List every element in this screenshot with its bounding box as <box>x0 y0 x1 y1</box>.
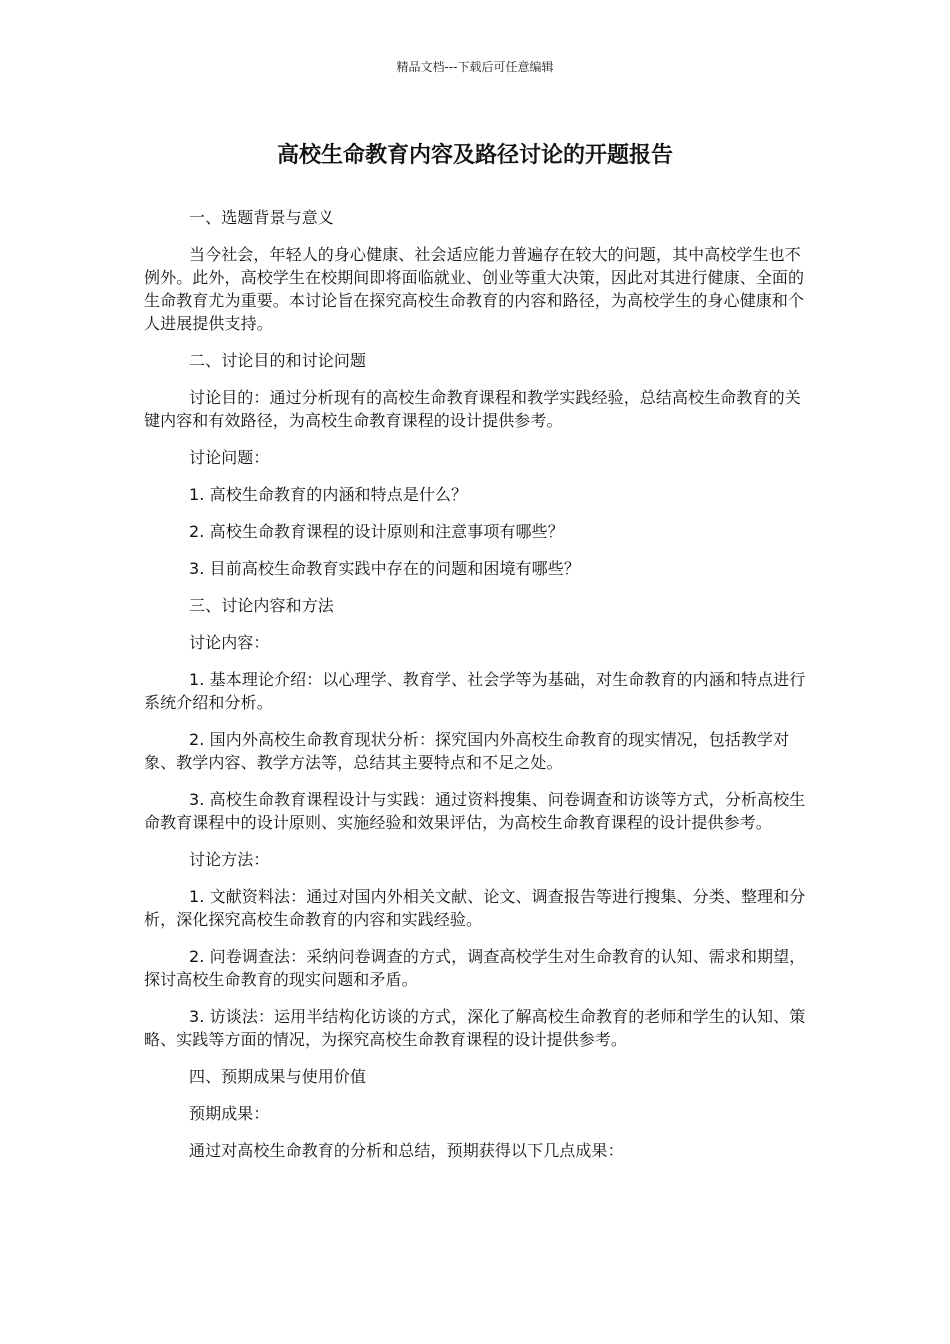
list-item: 1. 基本理论介绍：以心理学、教育学、社会学等为基础，对生命教育的内涵和特点进行系统介绍和分析。 <box>144 670 806 712</box>
list-item: 3. 高校生命教育课程设计与实践：通过资料搜集、问卷调查和访谈等方式，分析高校生命教育课程中的设计原则、实施经验和效果评估，为高校生命教育课程的设计提供参考。 <box>144 790 806 832</box>
list-item: 3. 目前高校生命教育实践中存在的问题和困境有哪些？ <box>189 559 580 578</box>
section-heading: 三、讨论内容和方法 <box>189 596 334 615</box>
paragraph: 预期成果： <box>189 1104 270 1123</box>
section-heading: 二、讨论目的和讨论问题 <box>189 351 367 370</box>
paragraph: 讨论目的：通过分析现有的高校生命教育课程和教学实践经验，总结高校生命教育的关键内容和有效路径，为高校生命教育课程的设计提供参考。 <box>144 388 801 430</box>
header-note: 精品文档---下载后可任意编辑 <box>396 60 554 74</box>
list-item: 1. 高校生命教育的内涵和特点是什么？ <box>189 485 468 504</box>
list-item: 3. 访谈法：运用半结构化访谈的方式，深化了解高校生命教育的老师和学生的认知、策略、实践等方面的情况，为探究高校生命教育课程的设计提供参考。 <box>144 1007 806 1049</box>
list-item: 1. 文献资料法：通过对国内外相关文献、论文、调查报告等进行搜集、分类、整理和分析，深化探究高校生命教育的内容和实践经验。 <box>144 887 806 929</box>
paragraph: 讨论内容： <box>189 633 270 652</box>
paragraph: 通过对高校生命教育的分析和总结，预期获得以下几点成果： <box>189 1141 624 1160</box>
paragraph: 讨论问题： <box>189 448 270 467</box>
document-body <box>144 206 808 1176</box>
list-item: 2. 问卷调查法：采纳问卷调查的方式，调查高校学生对生命教育的认知、需求和期望，探讨高校生命教育的现实问题和矛盾。 <box>144 947 806 989</box>
paragraph: 当今社会，年轻人的身心健康、社会适应能力普遍存在较大的问题，其中高校学生也不例外。此外，高校学生在校期间即将面临就业、创业等重大决策，因此对其进行健康、全面的生命教育尤为重要。本讨论旨在探究高校生命教育的内容和路径，为高校学生的身心健康和个人进展提供支持。 <box>144 245 805 333</box>
list-item: 2. 高校生命教育课程的设计原则和注意事项有哪些？ <box>189 522 564 541</box>
paragraph: 讨论方法： <box>189 850 270 869</box>
section-heading: 一、选题背景与意义 <box>189 208 334 227</box>
list-item: 2. 国内外高校生命教育现状分析：探究国内外高校生命教育的现实情况，包括教学对象、教学内容、教学方法等，总结其主要特点和不足之处。 <box>144 730 790 772</box>
document-title: 高校生命教育内容及路径讨论的开题报告 <box>276 143 673 168</box>
section-heading: 四、预期成果与使用价值 <box>189 1067 367 1086</box>
